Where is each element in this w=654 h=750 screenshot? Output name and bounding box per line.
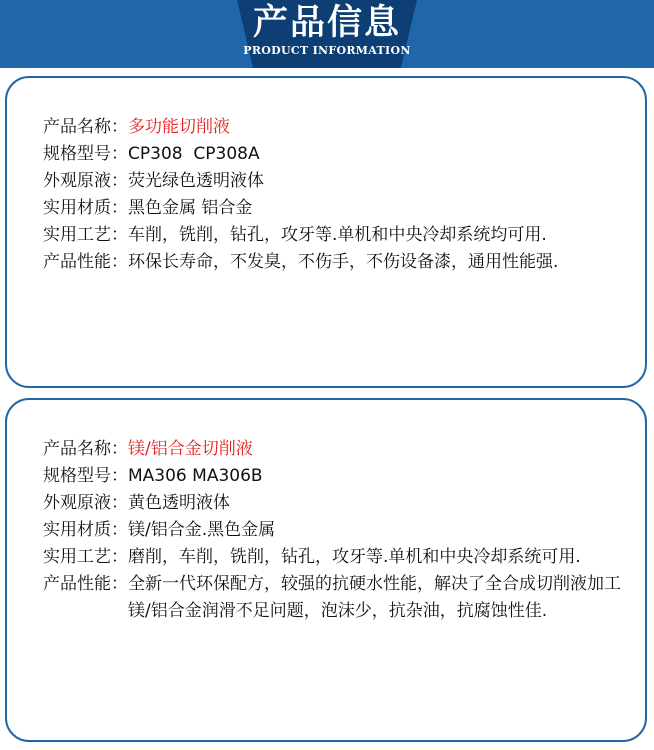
- material-label: 实用材质：: [43, 198, 128, 218]
- material-value: 黑色金属 铝合金: [128, 198, 253, 218]
- material-label: 实用材质：: [43, 520, 128, 540]
- model-label: 规格型号：: [43, 144, 128, 164]
- performance-value: 环保长寿命，不发臭，不伤手，不伤设备漆，通用性能强.: [128, 252, 559, 272]
- header-banner: [0, 0, 654, 68]
- process-row: [43, 544, 639, 571]
- process-value: 车削，铣削，钻孔，攻牙等.单机和中央冷却系统均可用.: [128, 225, 547, 245]
- product-name-row: [43, 114, 639, 141]
- product-card-2: [5, 398, 647, 742]
- product-name-value: 镁/铝合金切削液: [128, 439, 253, 459]
- appearance-row: [43, 490, 639, 517]
- product-info-list: [43, 114, 639, 276]
- material-value: 镁/铝合金.黑色金属: [128, 520, 276, 540]
- process-label: 实用工艺：: [43, 547, 128, 567]
- product-card-1: [5, 76, 647, 388]
- process-value: 磨削，车削，铣削，钻孔，攻牙等.单机和中央冷却系统可用.: [128, 547, 581, 567]
- material-row: [43, 195, 639, 222]
- appearance-value: 荧光绿色透明液体: [128, 171, 264, 191]
- model-row: [43, 141, 639, 168]
- performance-label: 产品性能：: [43, 574, 128, 594]
- material-row: [43, 517, 639, 544]
- appearance-label: 外观原液：: [43, 171, 128, 191]
- product-name-value: 多功能切削液: [128, 117, 230, 137]
- model-value: CP308 CP308A: [128, 144, 260, 164]
- product-name-label: 产品名称：: [43, 439, 128, 459]
- process-row: [43, 222, 639, 249]
- product-info-list: [43, 436, 639, 625]
- appearance-value: 黄色透明液体: [128, 493, 230, 513]
- page-title: 产品信息: [252, 3, 401, 43]
- performance-row: [43, 249, 639, 276]
- performance-value: 全新一代环保配方，较强的抗硬水性能，解决了全合成切削液加工镁/铝合金润滑不足问题，泡沫少，抗杂油，抗腐蚀性佳.: [128, 574, 621, 621]
- performance-row: [43, 571, 639, 625]
- performance-label: 产品性能：: [43, 252, 128, 272]
- model-row: [43, 463, 639, 490]
- appearance-row: [43, 168, 639, 195]
- product-name-label: 产品名称：: [43, 117, 128, 137]
- page-subtitle: PRODUCT INFORMATION: [243, 44, 411, 57]
- product-name-row: [43, 436, 639, 463]
- model-value: MA306 MA306B: [128, 466, 263, 486]
- appearance-label: 外观原液：: [43, 493, 128, 513]
- model-label: 规格型号：: [43, 466, 128, 486]
- process-label: 实用工艺：: [43, 225, 128, 245]
